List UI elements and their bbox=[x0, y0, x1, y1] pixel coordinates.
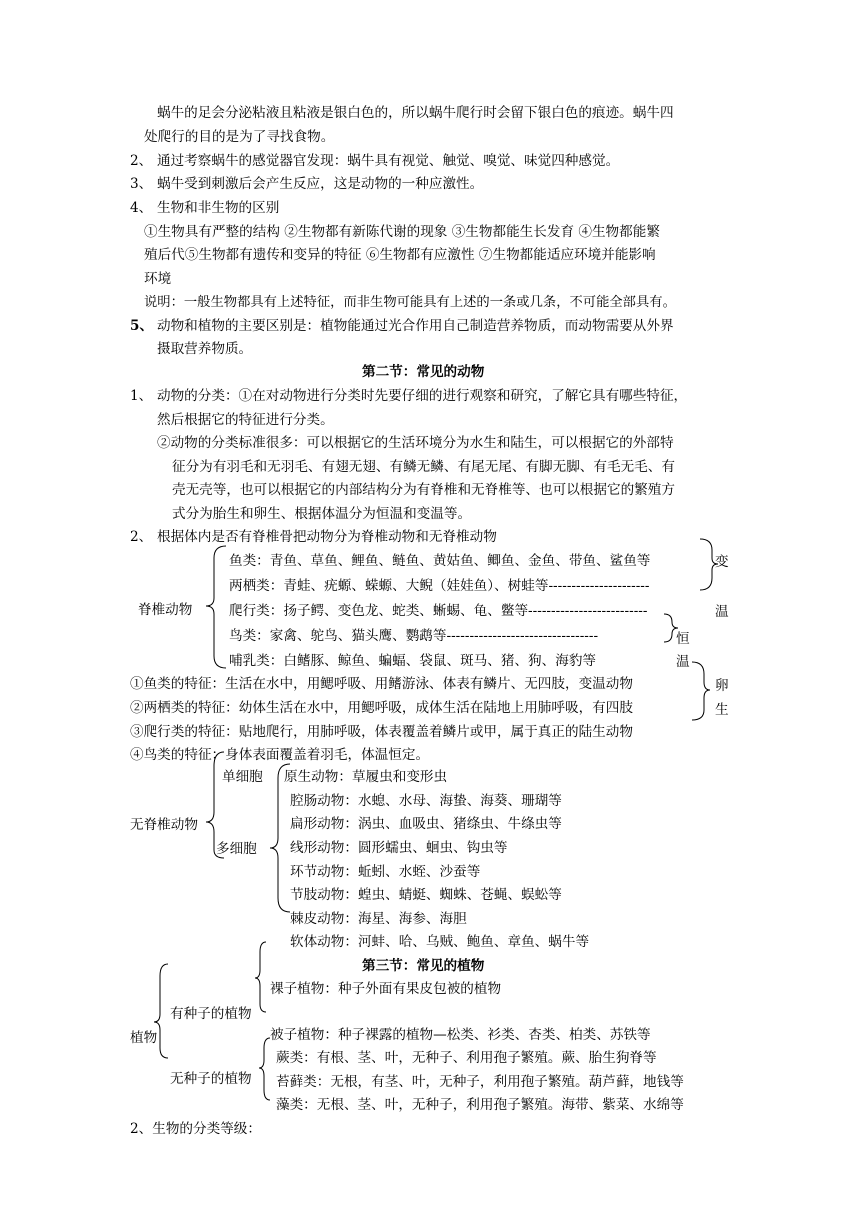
invertebrate-group: 线形动物：圆形蠕虫、蛔虫、钩虫等 bbox=[290, 840, 508, 856]
invertebrate-label: 无脊椎动物 bbox=[130, 817, 198, 833]
point-5-num: 5、 bbox=[130, 318, 154, 334]
hengwen-brace bbox=[664, 614, 678, 642]
trait-line: ④鸟类的特征：身体表面覆盖着羽毛，体温恒定。 bbox=[130, 747, 430, 763]
trait-line: ②两栖类的特征：幼体生活在水中，用鳃呼吸，成体生活在陆地上用肺呼吸，有四肢 bbox=[130, 700, 633, 716]
bianwen-label-1: 变 bbox=[715, 554, 729, 570]
vertebrate-class: 两栖类：青蛙、疣螈、蝾螈、大鲵（娃娃鱼）、树蛙等---------------------- bbox=[229, 578, 650, 594]
s2-p1b-line-3: 壳无壳等，也可以根据它的内部结构分为有脊椎和无脊椎等、也可以根据它的繁殖方 bbox=[172, 482, 675, 498]
point-4-text: 生物和非生物的区别 bbox=[157, 200, 280, 216]
vertebrate-class: 哺乳类：白鳍豚、鲸鱼、蝙蝠、袋鼠、斑马、猪、狗、海豹等 bbox=[229, 653, 597, 669]
algae-line: 藻类：无根、茎、叶，无种子，利用孢子繁殖。海带、紫菜、水绵等 bbox=[276, 1097, 684, 1113]
s2-p1-line-1: 动物的分类：①在对动物进行分类时先要仔细的进行观察和研究，了解它具有哪些特征， bbox=[157, 388, 688, 404]
s2-p2-num: 2、 bbox=[130, 529, 153, 545]
single-cell-label: 单细胞 bbox=[222, 769, 263, 785]
s2-p2-text: 根据体内是否有脊椎骨把动物分为脊椎动物和无脊椎动物 bbox=[157, 529, 497, 545]
fern-line: 蕨类：有根、茎、叶，无种子、利用孢子繁殖。蕨、胎生狗脊等 bbox=[276, 1050, 657, 1066]
point-3-text: 蜗牛受到刺激后会产生反应，这是动物的一种应激性。 bbox=[157, 176, 484, 192]
trait-line: ①鱼类的特征：生活在水中，用鳃呼吸、用鳍游泳、体表有鳞片、无四肢，变温动物 bbox=[130, 676, 633, 692]
invertebrate-group: 棘皮动物：海星、海参、海胆 bbox=[290, 911, 467, 927]
section-3-title: 第三节：常见的植物 bbox=[362, 958, 485, 974]
plant-label: 植物 bbox=[130, 1030, 158, 1046]
last-line: 2、生物的分类等级： bbox=[130, 1121, 261, 1137]
hengwen-label-2: 温 bbox=[676, 654, 690, 670]
point-5-line-2: 摄取营养物质。 bbox=[157, 341, 253, 357]
hengwen-label-1: 恒 bbox=[676, 631, 690, 647]
point-3-num: 3、 bbox=[130, 176, 153, 192]
vertebrate-class: 鱼类：青鱼、草鱼、鲤鱼、鲢鱼、黄姑鱼、鲫鱼、金鱼、带鱼、鲨鱼等 bbox=[229, 553, 651, 569]
vertebrate-class: 爬行类：扬子鳄、变色龙、蛇类、蜥蜴、龟、鳖等-------------------------- bbox=[229, 603, 648, 619]
seed-brace bbox=[255, 942, 266, 1012]
multicell-brace bbox=[270, 764, 290, 912]
moss-line: 苔藓类：无根，有茎、叶，无种子，利用孢子繁殖。葫芦藓，地钱等 bbox=[276, 1074, 684, 1090]
intro-line-1: 蜗牛的足会分泌粘液且粘液是银白色的，所以蜗牛爬行时会留下银白色的痕迹。蜗牛四 bbox=[157, 105, 674, 121]
luansheng-brace bbox=[692, 662, 710, 720]
vertebrate-label: 脊椎动物 bbox=[138, 602, 193, 618]
seedless-plant-label: 无种子的植物 bbox=[170, 1071, 252, 1087]
point-4-num: 4、 bbox=[130, 200, 153, 216]
note-line: 说明：一般生物都具有上述特征，而非生物可能具有上述的一条或几条，不可能全部具有。 bbox=[144, 295, 676, 310]
trait-line: ③爬行类的特征：贴地爬行，用肺呼吸，体表覆盖着鳞片或甲，属于真正的陆生动物 bbox=[130, 724, 633, 740]
features-line-1: ①生物具有严整的结构 ②生物都有新陈代谢的现象 ③生物都能生长发育 ④生物都能繁 bbox=[144, 224, 660, 240]
s2-p1-num: 1、 bbox=[130, 388, 153, 404]
section-2-title: 第二节：常见的动物 bbox=[362, 364, 485, 380]
plant-brace bbox=[154, 964, 168, 1058]
s2-p1b-line-2: 征分为有羽毛和无羽毛、有翅无翅、有鳞无鳞、有尾无尾、有脚无脚、有毛无毛、有 bbox=[172, 459, 675, 475]
seed-plant-label: 有种子的植物 bbox=[170, 1006, 252, 1022]
intro-line-2: 处爬行的目的是为了寻找食物。 bbox=[144, 129, 335, 145]
invertebrate-group: 软体动物：河蚌、哈、乌贼、鲍鱼、章鱼、蜗牛等 bbox=[290, 934, 590, 950]
gymnosperm-line: 裸子植物：种子外面有果皮包被的植物 bbox=[270, 981, 502, 997]
invertebrate-brace bbox=[206, 752, 224, 858]
features-line-2: 殖后代⑤生物都有遗传和变异的特征 ⑥生物都有应激性 ⑦生物都能适应环境并能影响 bbox=[144, 247, 656, 263]
vertebrate-class: 鸟类：家禽、鸵鸟、猫头鹰、鹦鹉等--------------------------------- bbox=[229, 628, 599, 644]
invertebrate-group: 腔肠动物：水螅、水母、海蛰、海葵、珊瑚等 bbox=[290, 793, 562, 809]
luansheng-label-1: 卵 bbox=[715, 678, 729, 694]
single-cell-text: 原生动物：草履虫和变形虫 bbox=[284, 769, 448, 785]
point-5-line-1: 动物和植物的主要区别是：植物能通过光合作用自己制造营养物质，而动物需要从外界 bbox=[157, 318, 674, 334]
s2-p1b-line-4: 式分为胎生和卵生、根据体温分为恒温和变温等。 bbox=[172, 506, 472, 522]
invertebrate-group: 环节动物：蚯蚓、水蛭、沙蚕等 bbox=[290, 864, 481, 880]
bianwen-brace bbox=[700, 539, 718, 590]
features-line-3: 环境 bbox=[144, 271, 172, 287]
vertebrate-brace bbox=[206, 546, 226, 668]
bianwen-label-2: 温 bbox=[715, 604, 729, 620]
point-2-num: 2、 bbox=[130, 153, 153, 169]
angiosperm-line: 被子植物：种子裸露的植物—松类、衫类、杏类、柏类、苏铁等 bbox=[270, 1027, 651, 1043]
point-2-text: 通过考察蜗牛的感觉器官发现：蜗牛具有视觉、触觉、嗅觉、味觉四种感觉。 bbox=[157, 153, 620, 169]
seedless-brace bbox=[259, 1038, 270, 1100]
s2-p1b-line-1: ②动物的分类标准很多：可以根据它的生活环境分为水生和陆生，可以根据它的外部特 bbox=[157, 435, 674, 451]
invertebrate-group: 节肢动物：蝗虫、蜻蜓、蜘蛛、苍蝇、蜈蚣等 bbox=[290, 887, 562, 903]
luansheng-label-2: 生 bbox=[715, 702, 729, 718]
invertebrate-group: 扁形动物：涡虫、血吸虫、猪绦虫、牛绦虫等 bbox=[290, 816, 562, 832]
s2-p1-line-2: 然后根据它的特征进行分类。 bbox=[157, 412, 334, 428]
multi-cell-label: 多细胞 bbox=[216, 841, 257, 857]
